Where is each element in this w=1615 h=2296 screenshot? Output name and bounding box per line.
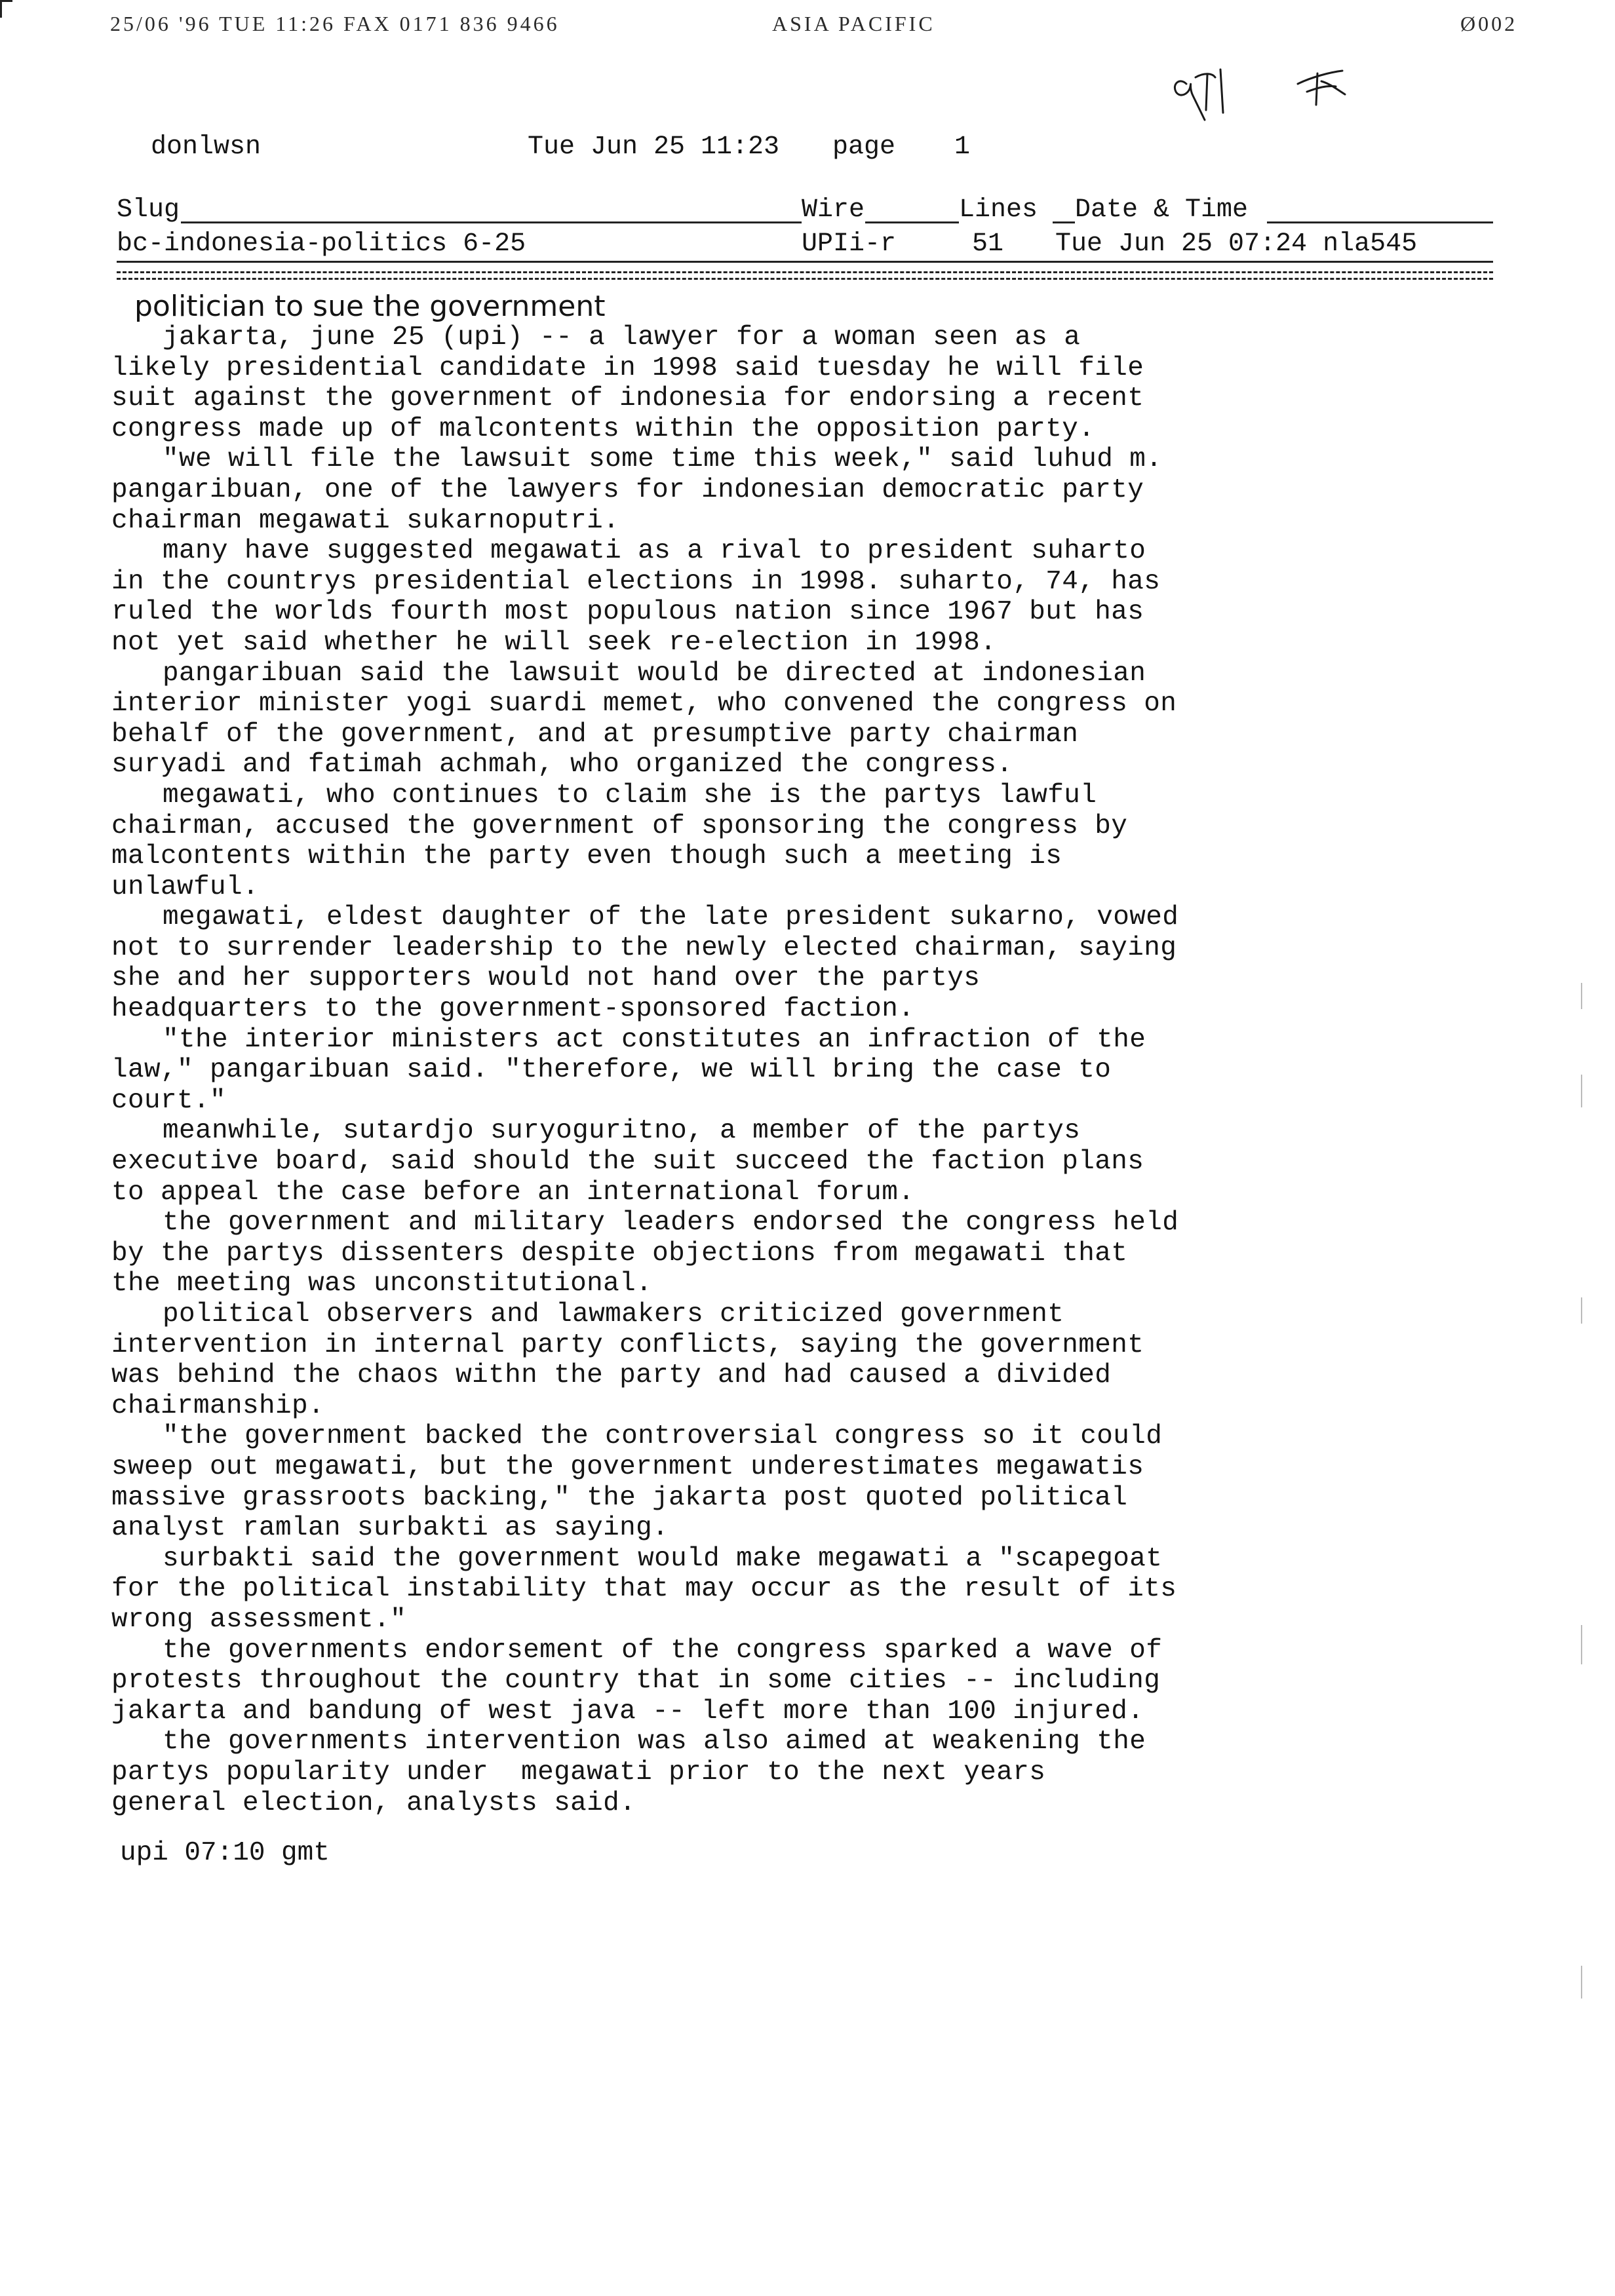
story-line: megawati, who continues to claim she is the partys lawful (163, 780, 1097, 811)
story-line: unlawful. (111, 871, 260, 902)
story-line: she and her supporters would not hand over the partys (111, 963, 981, 994)
wire-print-datetime: Tue Jun 25 11:23 (528, 132, 780, 162)
fax-destination: ASIA PACIFIC (772, 12, 935, 35)
story-line: suryadi and fatimah achmah, who organized the congress. (111, 750, 1013, 780)
story-line: jakarta, june 25 (upi) -- a lawyer for a woman seen as a (163, 322, 1081, 353)
lines-value: 51 (972, 229, 1004, 259)
wire-value: UPIi-r (802, 229, 897, 259)
story-line: in the countrys presidential elections in 1998. suharto, 74, has (111, 566, 1161, 597)
lines-header: Lines (959, 195, 1038, 225)
fax-transmission-header (110, 12, 1552, 45)
story-line: wrong assessment." (111, 1604, 407, 1635)
story-line: chairman megawati sukarnoputri. (111, 505, 620, 536)
story-line: partys popularity under megawati prior to the next years (111, 1757, 1046, 1788)
story-line: protests throughout the country that in some cities -- including (111, 1666, 1161, 1696)
story-line: "the government backed the controversial congress so it could (163, 1421, 1163, 1452)
handwritten-initials (1167, 58, 1416, 136)
wire-header: Wire (802, 195, 865, 225)
story-line: ruled the worlds fourth most populous nation since 1967 but has (111, 597, 1144, 628)
story-line: congress made up of malcontents within the opposition party. (111, 413, 1095, 444)
story-line: headquarters to the government-sponsored faction. (111, 994, 915, 1025)
story-line: not yet said whether he will seek re-election in 1998. (111, 627, 997, 658)
story-line: massive grassroots backing," the jakarta post quoted political (111, 1482, 1128, 1513)
slug-table (117, 195, 1493, 294)
date-time-underline (1267, 221, 1493, 223)
story-line: not to surrender leadership to the newly elected chairman, saying (111, 932, 1177, 963)
wire-page-number: 1 (954, 132, 971, 162)
story-line: the governments intervention was also aimed at weakening the (163, 1727, 1146, 1757)
story-line: to appeal the case before an international forum. (111, 1177, 915, 1208)
story-line: interior minister yogi suardi memet, who convened the congress on (111, 689, 1177, 719)
story-line: by the partys dissenters despite objections from megawati that (111, 1238, 1128, 1269)
story-line: intervention in internal party conflicts, saying the government (111, 1330, 1144, 1360)
wire-header-line (151, 132, 1396, 172)
story-line: executive board, said should the suit succeed the faction plans (111, 1147, 1144, 1177)
story-line: political observers and lawmakers criticized government (163, 1299, 1064, 1330)
scan-margin-marks (1581, 983, 1585, 2162)
fax-transmission-line: 25/06 '96 TUE 11:26 FAX 0171 836 9466 (110, 12, 560, 35)
story-line: court." (111, 1085, 227, 1116)
story-line: behalf of the government, and at presumptive party chairman (111, 719, 1079, 750)
story-line: pangaribuan said the lawsuit would be directed at indonesian (163, 658, 1146, 689)
slug-value: bc-indonesia-politics 6-25 (117, 229, 526, 259)
wire-underline (865, 221, 959, 223)
story-body (111, 322, 1422, 1818)
story-line: pangaribuan, one of the lawyers for indonesian democratic party (111, 474, 1144, 505)
story-line: chairmanship. (111, 1390, 325, 1421)
wire-user-id: donlwsn (151, 132, 262, 162)
story-line: general election, analysts said. (111, 1788, 636, 1818)
story-line: "we will file the lawsuit some time this week," said luhud m. (163, 444, 1163, 475)
story-headline: politician to sue the government (134, 290, 606, 323)
story-line: for the political instability that may occur as the result of its (111, 1574, 1177, 1605)
story-line: was behind the chaos withn the party and had caused a divided (111, 1360, 1112, 1391)
story-line: chairman, accused the government of sponsoring the congress by (111, 811, 1128, 841)
story-line: the governments endorsement of the congress sparked a wave of (163, 1635, 1163, 1666)
story-line: many have suggested megawati as a rival to president suharto (163, 536, 1146, 567)
slug-underline (181, 221, 802, 223)
story-line: sweep out megawati, but the government underestimates megawatis (111, 1451, 1144, 1482)
story-line: meanwhile, sutardjo suryoguritno, a member of the partys (163, 1116, 1081, 1147)
fax-page-marker: Ø002 (1460, 12, 1518, 35)
story-dateline: upi 07:10 gmt (120, 1838, 330, 1868)
corner-crop-mark (0, 0, 12, 18)
story-line: surbakti said the government would make megawati a "scapegoat (163, 1543, 1163, 1574)
story-line: "the interior ministers act constitutes an infraction of the (163, 1024, 1146, 1055)
story-line: the meeting was unconstitutional. (111, 1269, 653, 1299)
story-line: law," pangaribuan said. "therefore, we will bring the case to (111, 1055, 1112, 1086)
date-time-header: Date & Time (1075, 195, 1249, 225)
wire-page-label: page (832, 132, 896, 162)
story-line: jakarta and bandung of west java -- left more than 100 injured. (111, 1696, 1144, 1727)
story-line: the government and military leaders endorsed the congress held (163, 1208, 1179, 1238)
date-time-value: Tue Jun 25 07:24 nla545 (1055, 229, 1418, 259)
slug-header: Slug (117, 195, 180, 225)
story-line: analyst ramlan surbakti as saying. (111, 1513, 669, 1544)
story-line: suit against the government of indonesia for endorsing a recent (111, 383, 1144, 414)
lines-underline (1053, 221, 1075, 223)
double-separator-rule (117, 271, 1493, 280)
story-line: megawati, eldest daughter of the late president sukarno, vowed (163, 902, 1179, 933)
story-line: likely presidential candidate in 1998 said tuesday he will file (111, 353, 1144, 383)
slug-table-rule (117, 261, 1493, 263)
story-line: malcontents within the party even though such a meeting is (111, 841, 1062, 872)
